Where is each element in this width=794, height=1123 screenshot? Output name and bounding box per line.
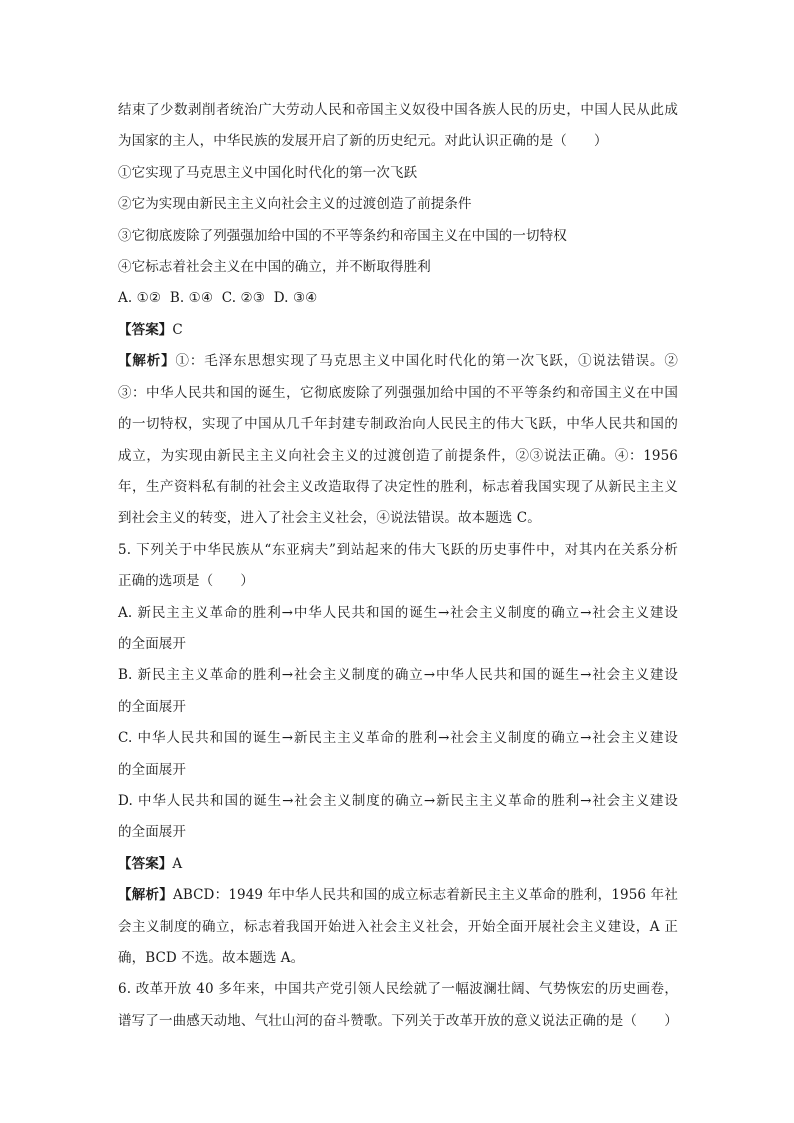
q4-analysis-line-2: ③：中华人民共和国的诞生，它彻底废除了列强强加给中国的不平等条约和帝国主义在中国: [118, 385, 678, 401]
q4-answer-label: 【答案】: [118, 322, 173, 338]
q5-analysis-text-1: ABCD：1949 年中华人民共和国的成立标志着新民主主义革命的胜利，1956 年社: [173, 887, 678, 903]
q5-analysis-line-1: [118, 885, 678, 905]
q4-analysis-line-5: 年，生产资料私有制的社会主义改造取得了决定性的胜利，标志着我国实现了从新民主主义: [118, 479, 678, 495]
q4-analysis-line-6: 到社会主义的转变，进入了社会主义社会，④说法错误。故本题选 C。: [118, 510, 541, 526]
q5-option-b-line-2: 的全面展开: [118, 699, 186, 715]
q4-answer-value: C: [172, 322, 183, 338]
q4-analysis-text-1: ①：毛泽东思想实现了马克思主义中国化时代化的第一次飞跃，①说法错误。②: [175, 353, 678, 369]
q5-answer-value: A: [172, 856, 183, 872]
q4-statement-3: ③它彻底废除了列强强加给中国的不平等条约和帝国主义在中国的一切特权: [118, 228, 567, 244]
q4-statement-4: ④它标志着社会主义在中国的确立，并不断取得胜利: [118, 259, 431, 275]
q5-option-c-line-1: C. 中华人民共和国的诞生→新民主主义革命的胜利→社会主义制度的确立→社会主义建设: [118, 730, 678, 746]
q4-analysis-line-1: [118, 351, 678, 371]
q5-option-a-line-2: 的全面展开: [118, 636, 186, 652]
q4-analysis-line-3: 的一切特权，实现了中国从几千年封建专制政治向人民民主的伟大飞跃，中华人民共和国的: [118, 416, 678, 432]
q5-stem-line-2: 正确的选项是（ ）: [118, 573, 254, 589]
q5-analysis-label: 【解析】: [118, 887, 173, 903]
q4-stem-line-2: 为国家的主人，中华民族的发展开启了新的历史纪元。对此认识正确的是（ ）: [118, 133, 608, 149]
q4-statement-1: ①它实现了马克思主义中国化时代化的第一次飞跃: [118, 165, 418, 181]
q6-stem-line-2: 谱写了一曲感天动地、气壮山河的奋斗赞歌。下列关于改革开放的意义说法正确的是（ ）: [118, 1013, 678, 1029]
q4-analysis-line-4: 成立，为实现由新民主主义向社会主义的过渡创造了前提条件，②③说法正确。④：1956: [118, 448, 678, 464]
q5-option-d-line-1: D. 中华人民共和国的诞生→社会主义制度的确立→新民主主义革命的胜利→社会主义建设: [118, 793, 678, 809]
q5-analysis-line-2: 会主义制度的确立，标志着我国开始进入社会主义社会，开始全面开展社会主义建设，A 正: [118, 919, 678, 935]
q4-statement-2: ②它为实现由新民主主义向社会主义的过渡创造了前提条件: [118, 196, 472, 212]
q5-answer-label: 【答案】: [118, 856, 173, 872]
q5-option-b-line-1: B. 新民主主义革命的胜利→社会主义制度的确立→中华人民共和国的诞生→社会主义建设: [118, 667, 678, 683]
q4-stem-line-1: 结束了少数剥削者统治广大劳动人民和帝国主义奴役中国各族人民的历史，中国人民从此成: [118, 102, 678, 118]
q4-answer: [118, 320, 678, 340]
q5-option-d-line-2: 的全面展开: [118, 824, 186, 840]
q4-analysis-label: 【解析】: [118, 353, 176, 369]
q5-option-a-line-1: A. 新民主主义革命的胜利→中华人民共和国的诞生→社会主义制度的确立→社会主义建设: [118, 605, 678, 621]
q5-option-c-line-2: 的全面展开: [118, 762, 186, 778]
q5-analysis-line-3: 确，BCD 不选。故本题选 A。: [118, 950, 305, 966]
q4-options: A. ①② B. ①④ C. ②③ D. ③④: [118, 290, 318, 306]
q5-answer: [118, 854, 678, 874]
q5-stem-line-1: 5. 下列关于中华民族从“东亚病夫”到站起来的伟大飞跃的历史事件中，对其内在关系分析: [118, 542, 678, 558]
q6-stem-line-1: 6. 改革开放 40 多年来，中国共产党引领人民绘就了一幅波澜壮阔、气势恢宏的历史画卷，: [118, 981, 678, 997]
